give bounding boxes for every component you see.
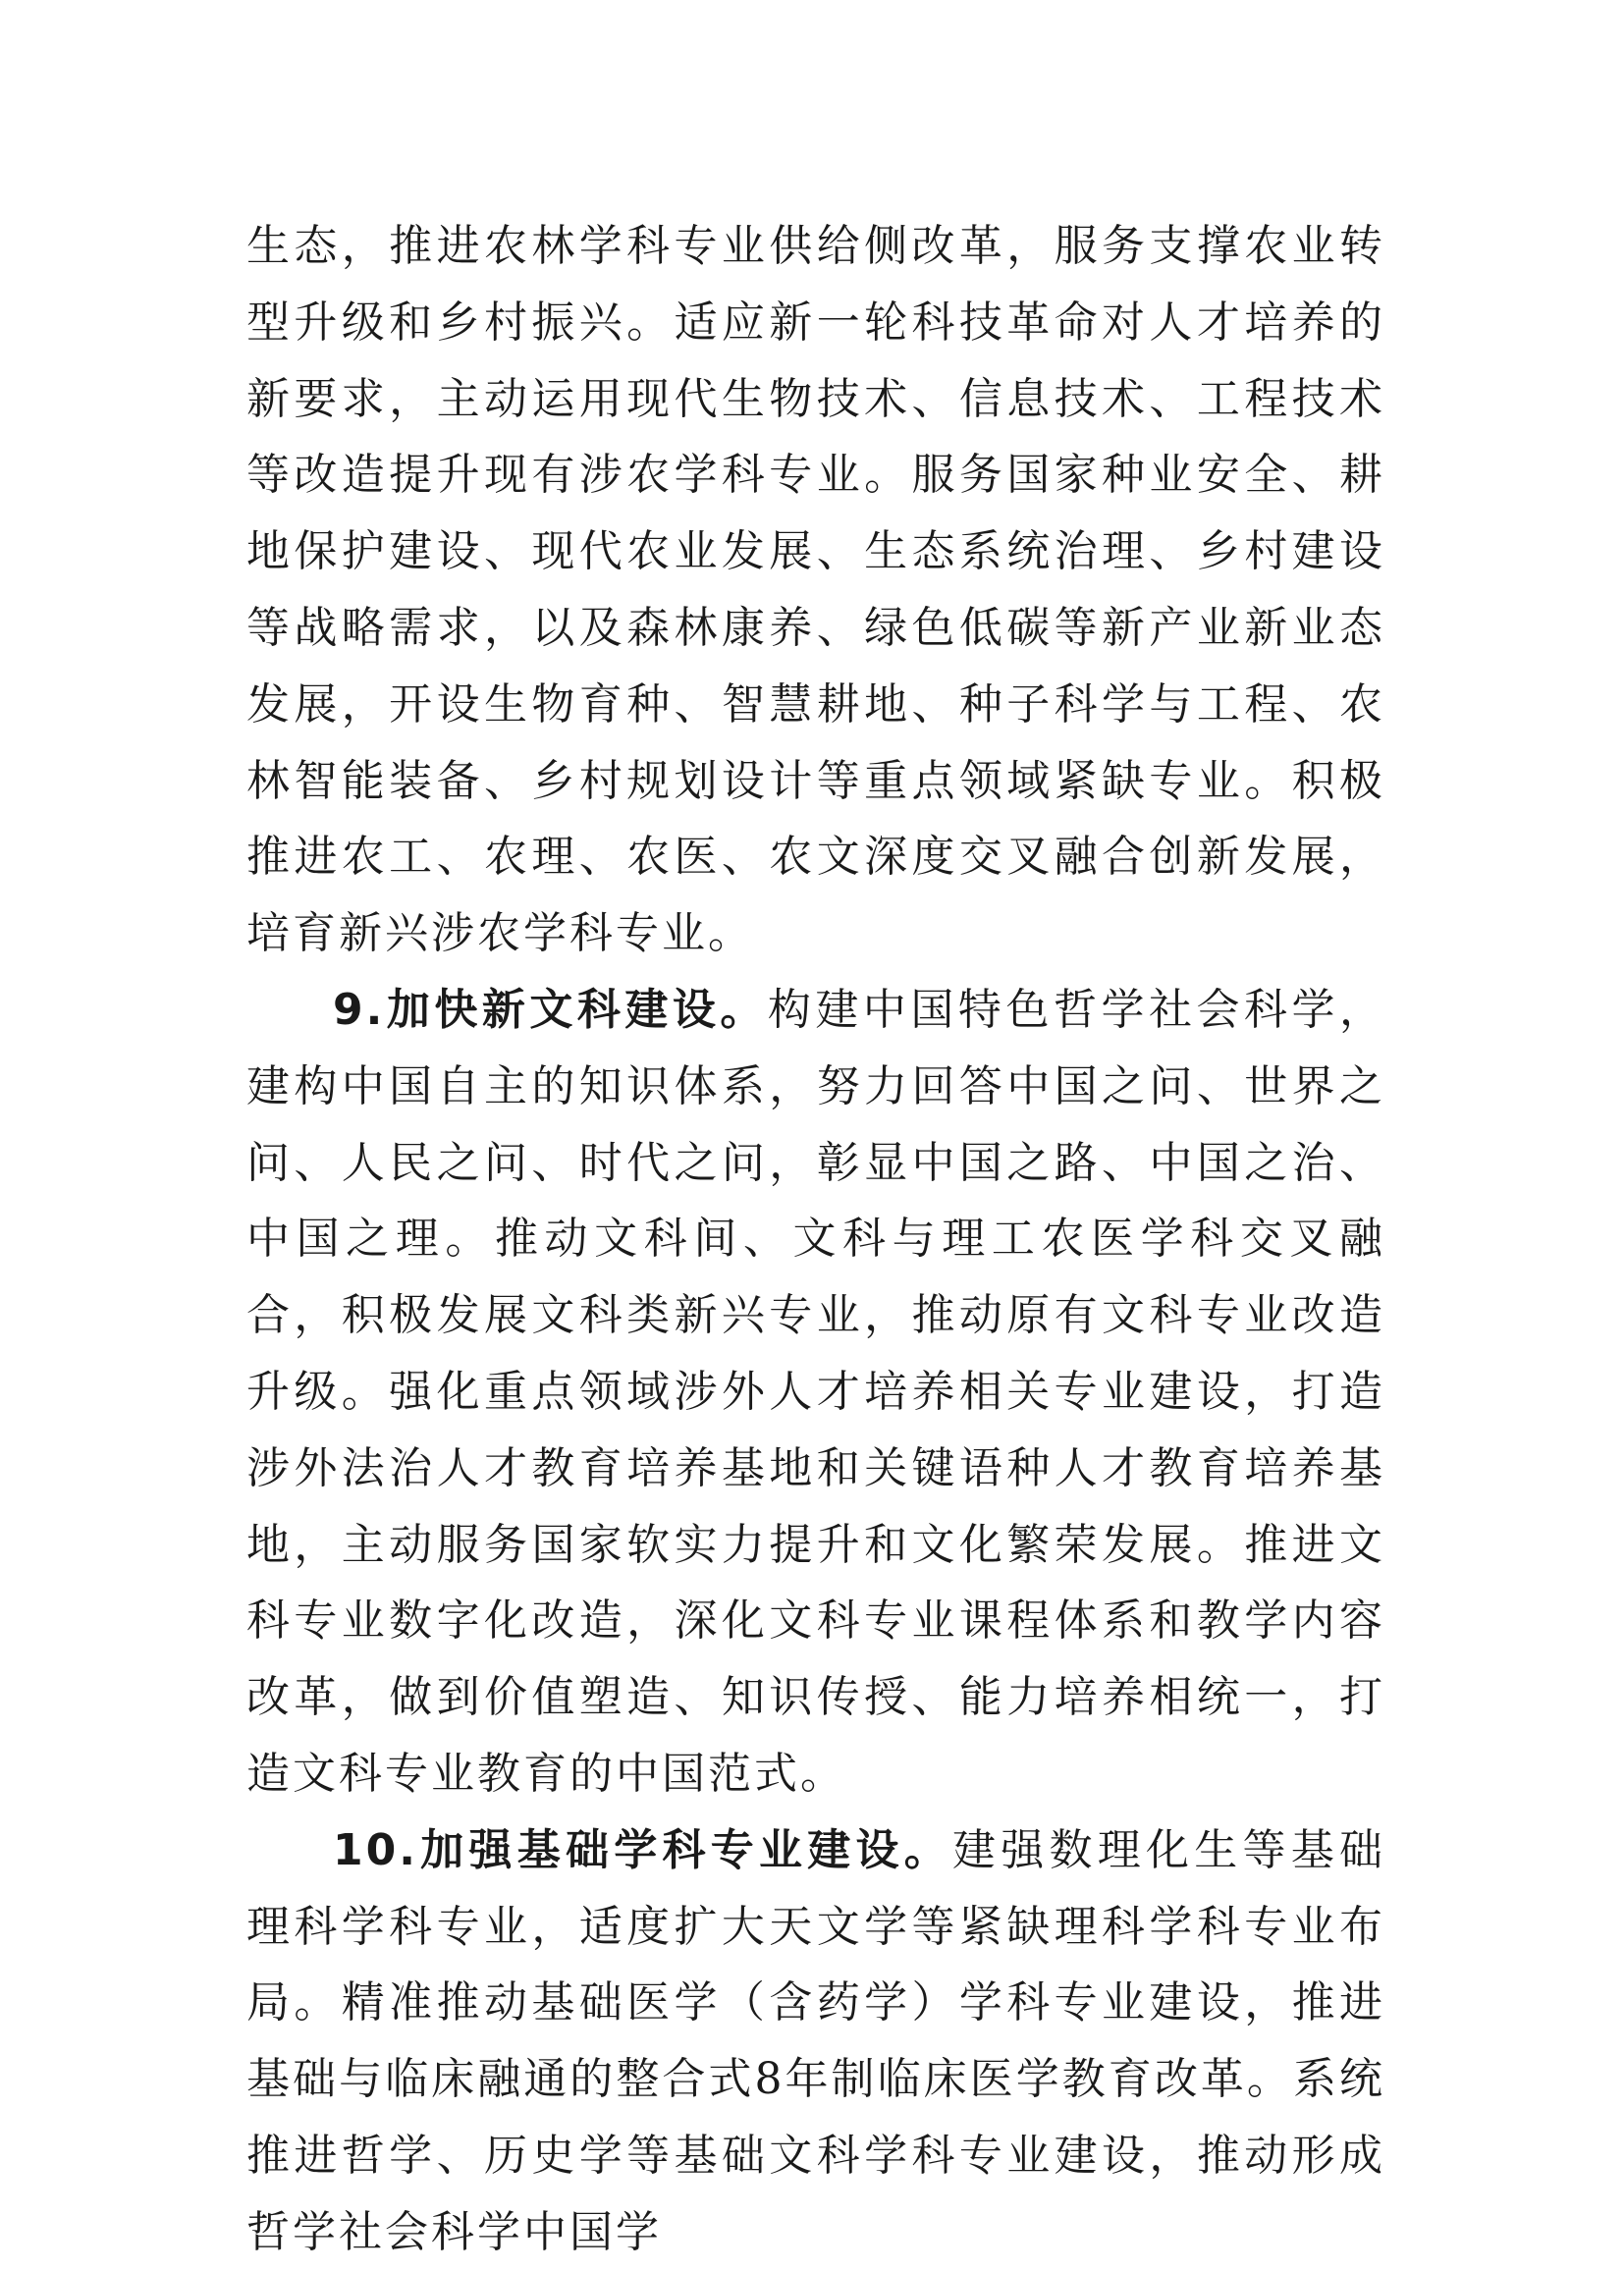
paragraph-agriculture-continued (246, 208, 1385, 972)
paragraph-heading: 10.加强基础学科专业建设。 (333, 1824, 952, 1875)
paragraph-body: 生态，推进农林学科专业供给侧改革，服务支撑农业转型升级和乡村振兴。适应新一轮科技革命对人才培养的新要求，主动运用现代生物技术、信息技术、工程技术等改造提升现有涉农学科专业。服务国家种业安全、耕地保护建设、现代农业发展、生态系统治理、乡村建设等战略需求，以及森林康养、绿色低碳等新产业新业态发展，开设生物育种、智慧耕地、种子科学与工程、农林智能装备、乡村规划设计等重点领域紧缺专业。积极推进农工、农理、农医、农文深度交叉融合创新发展，培育新兴涉农学科专业。 (246, 221, 1385, 959)
document-body (246, 208, 1385, 2271)
paragraph-basic-disciplines (246, 1812, 1385, 2271)
paragraph-new-liberal-arts (246, 972, 1385, 1812)
paragraph-body: 构建中国特色哲学社会科学，建构中国自主的知识体系，努力回答中国之问、世界之问、人民之问、时代之问，彰显中国之路、中国之治、中国之理。推动文科间、文科与理工农医学科交叉融合，积极发展文科类新兴专业，推动原有文科专业改造升级。强化重点领域涉外人才培养相关专业建设，打造涉外法治人才教育培养基地和关键语种人才教育培养基地，主动服务国家软实力提升和文化繁荣发展。推进文科专业数字化改造，深化文科专业课程体系和教学内容改革，做到价值塑造、知识传授、能力培养相统一，打造文科专业教育的中国范式。 (246, 984, 1385, 1799)
paragraph-heading: 9.加快新文科建设。 (333, 984, 768, 1035)
paragraph-body: 建强数理化生等基础理科学科专业，适度扩大天文学等紧缺理科学科专业布局。精准推动基础医学（含药学）学科专业建设，推进基础与临床融通的整合式8年制临床医学教育改革。系统推进哲学、历史学等基础文科学科专业建设，推动形成哲学社会科学中国学 (246, 1824, 1386, 2257)
